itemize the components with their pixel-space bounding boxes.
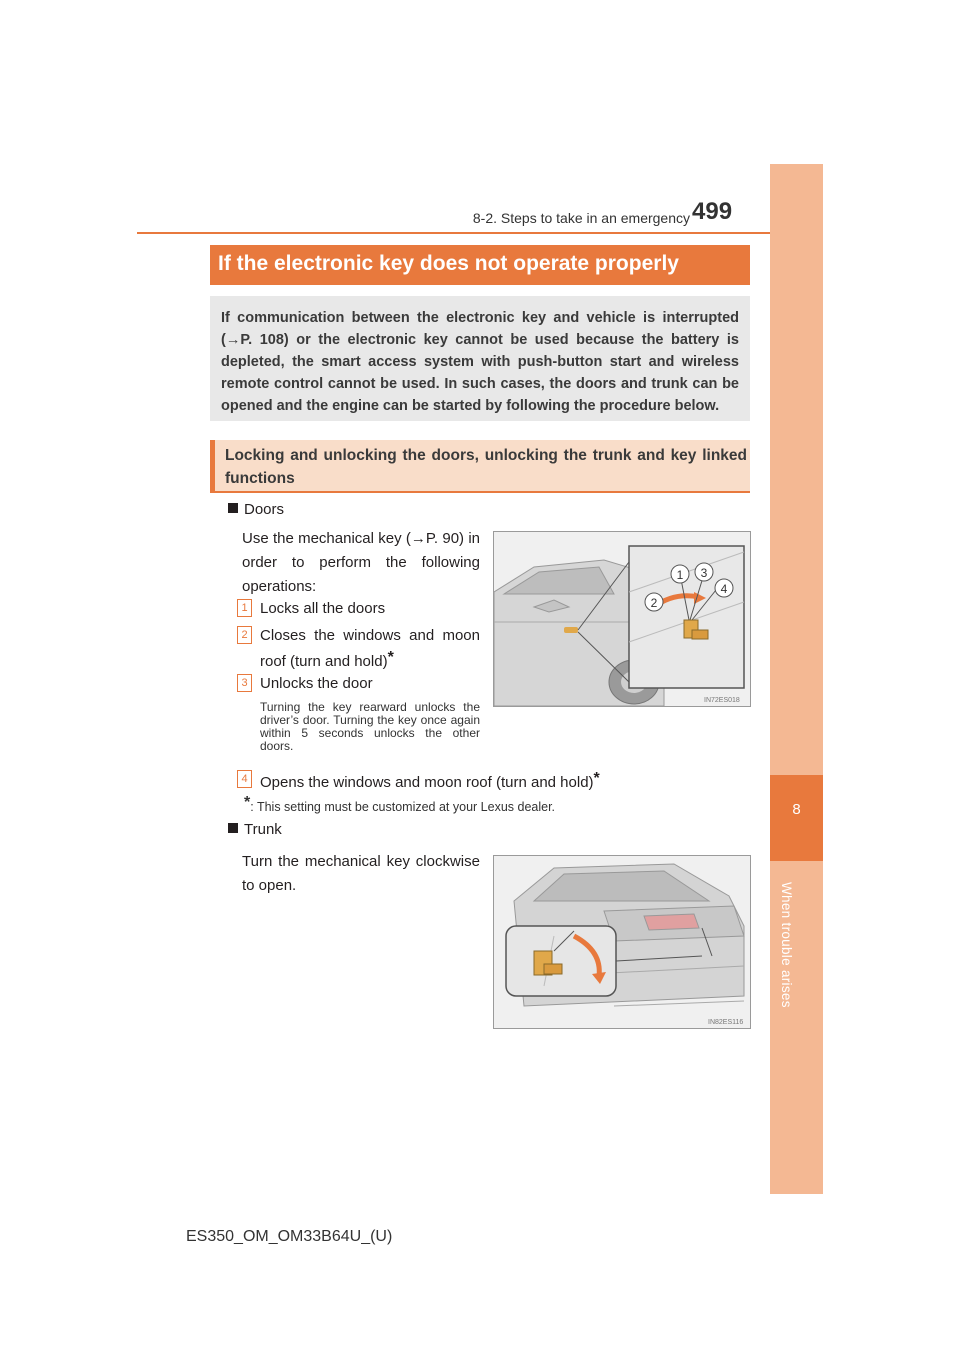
callout-1: 1 xyxy=(676,568,684,582)
callout-3: 3 xyxy=(700,566,708,580)
footnote-asterisk: * xyxy=(244,794,251,811)
bullet-square-icon xyxy=(228,503,238,513)
footnote xyxy=(244,794,555,814)
trunk-car-illustration xyxy=(494,856,750,1028)
page-title-bar xyxy=(210,245,750,285)
chapter-label: When trouble arises xyxy=(779,882,794,1008)
page-number: 499 xyxy=(692,198,733,225)
step-text-1: Locks all the doors xyxy=(260,600,386,617)
section-title: 8-2. Steps to take in an emergency xyxy=(472,210,690,226)
step-number-2: 2 xyxy=(237,626,252,644)
intro-box xyxy=(210,296,750,421)
step-3-note: Turning the key rearward unlocks the driver’s door. Turning the key once again within 5 seconds unlocks the other doors. xyxy=(260,700,480,753)
step-number-1: 1 xyxy=(237,599,252,617)
step-number-3: 3 xyxy=(237,674,252,692)
trunk-key-illustration xyxy=(493,855,751,1029)
header-divider xyxy=(137,232,823,234)
step-text-2-label: Closes the windows and moon roof (turn and hold) xyxy=(260,627,480,670)
footnote-text: : This setting must be customized at your Lexus dealer. xyxy=(250,800,556,814)
asterisk-mark: * xyxy=(387,649,394,666)
step-number-4: 4 xyxy=(237,770,252,788)
bullet-square-icon xyxy=(228,823,238,833)
step-text-4 xyxy=(260,768,760,794)
intro-text: If communication between the electronic key and vehicle is interrupted (→P. 108) or the electronic key cannot be used because the battery is depleted, the smart access system with push-button start and wireless remote control cannot be used. In such cases, the doors and trunk can be opened and the engine can be started by following the procedure below. xyxy=(221,310,739,414)
chapter-number-tab xyxy=(770,775,823,861)
image-code-trunk: IN82ES116 xyxy=(708,1019,744,1026)
trunk-description: Turn the mechanical key clockwise to open. xyxy=(242,853,480,894)
image-code-doors: IN72ES018 xyxy=(704,697,740,704)
callout-2: 2 xyxy=(650,596,658,610)
document-code: ES350_OM_OM33B64U_(U) xyxy=(186,1228,393,1245)
callout-4: 4 xyxy=(720,582,728,596)
subsection-title: Locking and unlocking the doors, unlocking the trunk and key linked functions xyxy=(225,447,747,487)
chapter-side-tab xyxy=(770,164,823,1194)
subsection-header xyxy=(210,440,750,493)
doors-heading-label: Doors xyxy=(244,501,285,518)
doors-description: Use the mechanical key (→P. 90) in order to perform the following operations: xyxy=(242,530,480,595)
page-title: If the electronic key does not operate properly xyxy=(218,252,679,275)
trunk-heading-label: Trunk xyxy=(244,821,282,838)
door-car-illustration xyxy=(494,532,750,706)
step-text-4-label: Opens the windows and moon roof (turn and hold) xyxy=(260,774,594,791)
step-text-2 xyxy=(260,625,480,673)
chapter-label-container xyxy=(779,882,809,1008)
trunk-heading xyxy=(228,821,282,838)
asterisk-mark: * xyxy=(593,770,600,787)
doors-heading xyxy=(228,501,284,518)
chapter-number: 8 xyxy=(792,801,801,818)
door-key-illustration xyxy=(493,531,751,707)
step-text-3: Unlocks the door xyxy=(260,675,373,692)
